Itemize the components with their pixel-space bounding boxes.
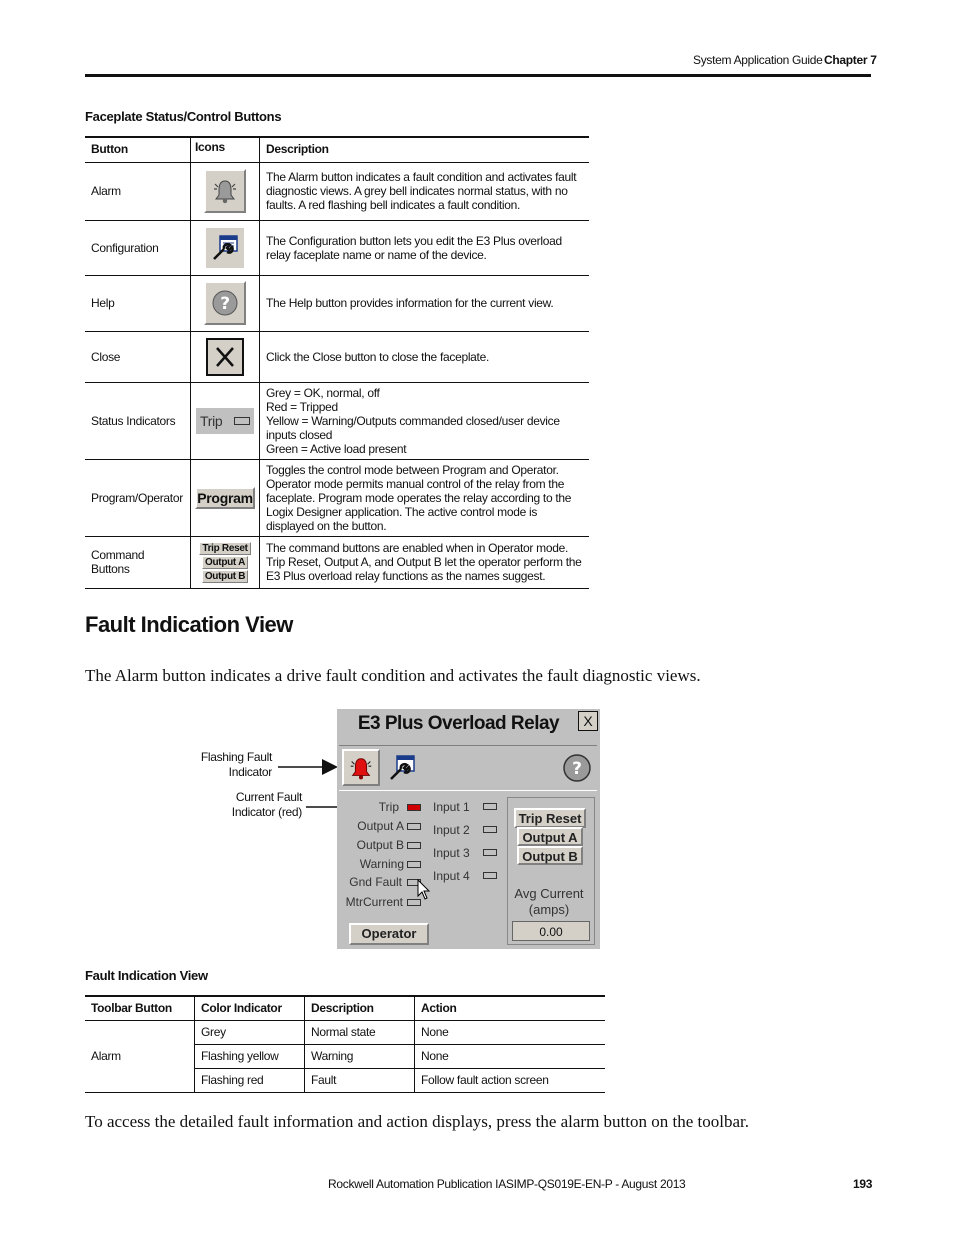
page-number: 193	[853, 1177, 873, 1191]
label-input-2: Input 2	[433, 823, 470, 837]
operator-mode-button[interactable]: Operator	[349, 923, 429, 945]
label-output-a: Output A	[357, 819, 404, 833]
label-mtr-current: MtrCurrent	[345, 895, 403, 909]
action-cell: Follow fault action screen	[415, 1068, 606, 1092]
label-input-1: Input 1	[433, 800, 470, 814]
table-row	[85, 536, 589, 588]
label-input-3: Input 3	[433, 846, 470, 860]
indicator-input-2	[483, 826, 497, 833]
avg-current-label	[507, 886, 591, 918]
faceplate-buttons-table	[85, 136, 589, 589]
table-row	[85, 220, 589, 275]
help-icon	[204, 281, 246, 325]
button-description: Click the Close button to close the faceplate.	[266, 349, 490, 364]
callout-flashing-fault	[190, 750, 272, 780]
col-header-toolbar-button: Toolbar Button	[85, 996, 195, 1020]
figure-caption: Fault Indication View	[85, 968, 208, 983]
status-green-line: Green = Active load present	[266, 441, 407, 456]
button-description: The command buttons are enabled when in Operator mode. Trip Reset, Output A, and Output B let the operator perform the E3 Plus overload relay functions as the names suggest.	[266, 541, 582, 583]
button-description: Toggles the control mode between Program and Operator. Operator mode permits manual control of the relay from the faceplate. Program mode operates the relay according to the Logix Designer application. The active control mode is displayed on the button.	[266, 462, 572, 533]
output-a-button[interactable]: Output A	[517, 827, 583, 846]
status-indicator-sample	[196, 408, 254, 434]
indicator-output-a	[407, 823, 421, 830]
button-description: The Alarm button indicates a fault condition and activates fault diagnostic views. A grey bell indicates normal status, with no faults. A red flashing bell indicates a fault condition.	[266, 170, 577, 212]
mouse-cursor-icon	[417, 879, 431, 901]
indicator-output-b	[407, 842, 421, 849]
color-cell: Flashing red	[195, 1068, 305, 1092]
col-header-action: Action	[421, 1001, 457, 1015]
faceplate-close-button[interactable]: X	[578, 711, 598, 731]
callout-line: Current Fault	[235, 790, 302, 804]
label-output-b: Output B	[356, 838, 404, 852]
wrench-config-icon	[206, 228, 244, 268]
label-trip: Trip	[378, 800, 399, 814]
callout-current-fault	[200, 790, 302, 820]
table-row	[85, 275, 589, 331]
fault-indication-table	[85, 995, 605, 1093]
action-cell: None	[415, 1044, 606, 1068]
row-head-alarm: Alarm	[85, 1020, 195, 1092]
description-cell: Normal state	[305, 1020, 415, 1044]
table-row	[85, 459, 589, 536]
header-guide-title: System Application Guide	[693, 53, 823, 67]
button-name: Help	[85, 275, 191, 331]
e3-faceplate	[337, 709, 600, 949]
callout-line: Indicator	[228, 765, 272, 779]
arrow-flashing-fault	[278, 756, 340, 778]
bell-icon	[204, 169, 246, 213]
label-gnd-fault: Gnd Fault	[349, 875, 402, 889]
button-name: Configuration	[85, 220, 191, 275]
col-header-description: Description	[266, 142, 329, 156]
color-cell: Flashing yellow	[195, 1044, 305, 1068]
trip-label: Trip	[200, 412, 223, 429]
program-button-sample: Program	[195, 487, 255, 509]
status-led-icon	[234, 417, 250, 425]
table-row	[85, 382, 589, 459]
button-name: Command Buttons	[85, 536, 191, 588]
output-b-button[interactable]: Output B	[517, 846, 583, 865]
button-name: Close	[85, 331, 191, 382]
avg-current-value: 0.00	[512, 921, 590, 941]
label-warning: Warning	[359, 857, 404, 871]
svg-text:?: ?	[572, 759, 582, 779]
header-rule	[85, 74, 871, 77]
indicator-input-3	[483, 849, 497, 856]
trip-reset-button[interactable]: Trip Reset	[514, 808, 586, 828]
col-header-description: Description	[305, 996, 415, 1020]
table-row	[85, 1020, 605, 1044]
close-icon	[206, 338, 244, 376]
faceplate-help-icon[interactable]	[561, 751, 593, 785]
button-description: The Help button provides information for the current view.	[266, 296, 554, 310]
indicator-trip	[407, 804, 421, 811]
description-cell: Warning	[305, 1044, 415, 1068]
avg-current-line: Avg Current	[514, 886, 584, 901]
output-b-sample: Output B	[202, 570, 248, 583]
footer-publication: Rockwell Automation Publication IASIMP-QS019E-EN-P - August 2013	[328, 1177, 686, 1191]
indicator-input-1	[483, 803, 497, 810]
header-chapter: Chapter 7	[824, 53, 877, 67]
output-a-sample: Output A	[202, 556, 248, 569]
color-cell: Grey	[195, 1020, 305, 1044]
section-intro: The Alarm button indicates a drive fault condition and activates the fault diagnostic views.	[85, 666, 701, 685]
status-yellow-line: Yellow = Warning/Outputs commanded closed/user device inputs closed	[266, 413, 560, 442]
button-name: Alarm	[85, 162, 191, 220]
callout-line: Indicator (red)	[231, 805, 302, 819]
config-wrench-icon[interactable]	[383, 749, 421, 786]
action-cell: None	[421, 1025, 449, 1039]
description-cell: Fault	[305, 1068, 415, 1092]
callout-line: Flashing Fault	[200, 750, 272, 764]
label-input-4: Input 4	[433, 869, 470, 883]
faceplate-title: E3 Plus Overload Relay	[357, 713, 560, 734]
status-grey-line: Grey = OK, normal, off	[266, 385, 380, 400]
indicator-input-4	[483, 872, 497, 879]
indicator-warning	[407, 861, 421, 868]
trip-reset-sample: Trip Reset	[199, 542, 251, 555]
button-name: Status Indicators	[85, 382, 191, 459]
table1-caption: Faceplate Status/Control Buttons	[85, 109, 282, 124]
button-description: The Configuration button lets you edit the E3 Plus overload relay faceplate name or name of the device.	[266, 233, 562, 262]
alarm-bell-red-icon[interactable]	[342, 749, 380, 786]
status-red-line: Red = Tripped	[266, 399, 338, 414]
svg-text:?: ?	[220, 294, 230, 314]
table-row	[85, 162, 589, 220]
col-header-color-indicator: Color Indicator	[195, 996, 305, 1020]
button-name: Program/Operator	[85, 459, 191, 536]
faceplate-toolbar	[339, 745, 597, 791]
table-row	[85, 331, 589, 382]
col-header-button: Button	[85, 137, 191, 162]
section-title: Fault Indication View	[85, 612, 293, 637]
col-header-icons: Icons	[191, 137, 260, 162]
avg-current-units: (amps)	[528, 902, 570, 917]
status-descriptions	[260, 382, 590, 459]
closing-paragraph: To access the detailed fault information and action displays, press the alarm button on the toolbar.	[85, 1112, 749, 1131]
